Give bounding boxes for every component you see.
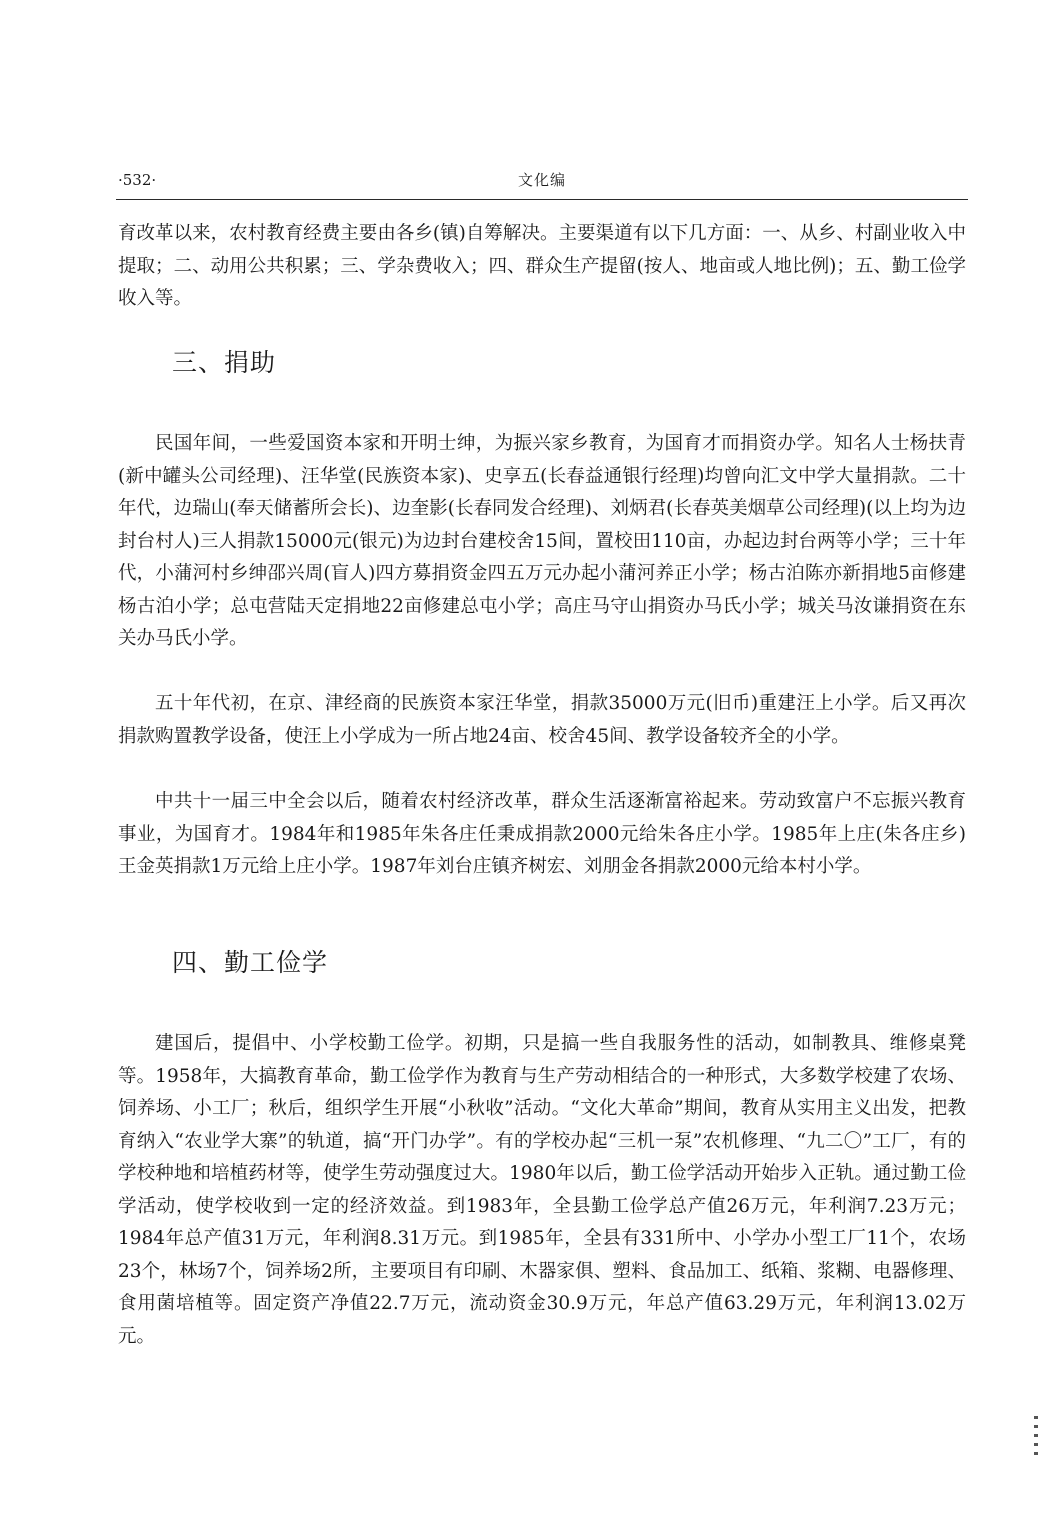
running-header <box>118 168 966 192</box>
section-title: 文化编 <box>517 171 566 189</box>
paragraph-funding-channels: 育改革以来，农村教育经费主要由各乡(镇)自筹解决。主要渠道有以下几方面：一、从乡、村副业收入中提取；二、动用公共积累；三、学杂费收入；四、群众生产提留(按人、地亩或人地比例)；五、勤工俭学收入等。 <box>118 223 966 309</box>
margin-scan-mark <box>1034 1416 1038 1460</box>
page-number: ·532· <box>118 171 157 189</box>
paragraph-reform-era-donations: 中共十一届三中全会以后，随着农村经济改革，群众生活逐渐富裕起来。劳动致富户不忘振兴教育事业，为国育才。1984年和1985年朱各庄任秉成捐款2000元给朱各庄小学。1985年上庄(朱各庄乡)王金英捐款1万元给上庄小学。1987年刘台庄镇齐树宏、刘朋金各捐款2000元给本村小学。 <box>118 791 966 877</box>
paragraph-1950s-donations: 五十年代初，在京、津经商的民族资本家汪华堂，捐款35000万元(旧币)重建汪上小学。后又再次捐款购置教学设备，使汪上小学成为一所占地24亩、校舍45间、教学设备较齐全的小学。 <box>118 693 966 747</box>
section-heading-donations: 三、捐助 <box>172 348 277 377</box>
header-rule <box>116 199 968 200</box>
section-heading-work-study: 四、勤工俭学 <box>172 948 329 977</box>
paragraph-work-study: 建国后，提倡中、小学校勤工俭学。初期，只是搞一些自我服务性的活动，如制教具、维修桌凳等。1958年，大搞教育革命，勤工俭学作为教育与生产劳动相结合的一种形式，大多数学校建了农场、饲养场、小工厂；秋后，组织学生开展“小秋收”活动。“文化大革命”期间，教育从实用主义出发，把教育纳入“农业学大寨”的轨道，搞“开门办学”。有的学校办起“三机一泵”农机修理、“九二〇”工厂，有的学校种地和培植药材等，使学生劳动强度过大。1980年以后，勤工俭学活动开始步入正轨。通过勤工俭学活动，使学校收到一定的经济效益。到1983年，全县勤工俭学总产值26万元，年利润7.23万元；1984年总产值31万元，年利润8.31万元。到1985年，全县有331所中、小学办小型工厂11个，农场23个，林场7个，饲养场2所，主要项目有印刷、木器家俱、塑料、食品加工、纸箱、浆糊、电器修理、食用菌培植等。固定资产净值22.7万元，流动资金30.9万元，年总产值63.29万元，年利润13.02万元。 <box>118 1033 966 1347</box>
paragraph-republic-era-donations: 民国年间，一些爱国资本家和开明士绅，为振兴家乡教育，为国育才而捐资办学。知名人士杨扶青(新中罐头公司经理)、汪华堂(民族资本家)、史享五(长春益通银行经理)均曾向汇文中学大量捐款。二十年代，边瑞山(奉天储蓄所会长)、边奎影(长春同发合经理)、刘炳君(长春英美烟草公司经理)(以上均为边封台村人)三人捐款15000元(银元)为边封台建校舍15间，置校田110亩，办起边封台两等小学；三十年代，小蒲河村乡绅邵兴周(盲人)四方募捐资金四五万元办起小蒲河养正小学；杨古泊陈亦新捐地5亩修建杨古泊小学；总屯营陆天定捐地22亩修建总屯小学；高庄马守山捐资办马氏小学；城关马汝谦捐资在东关办马氏小学。 <box>118 433 966 649</box>
